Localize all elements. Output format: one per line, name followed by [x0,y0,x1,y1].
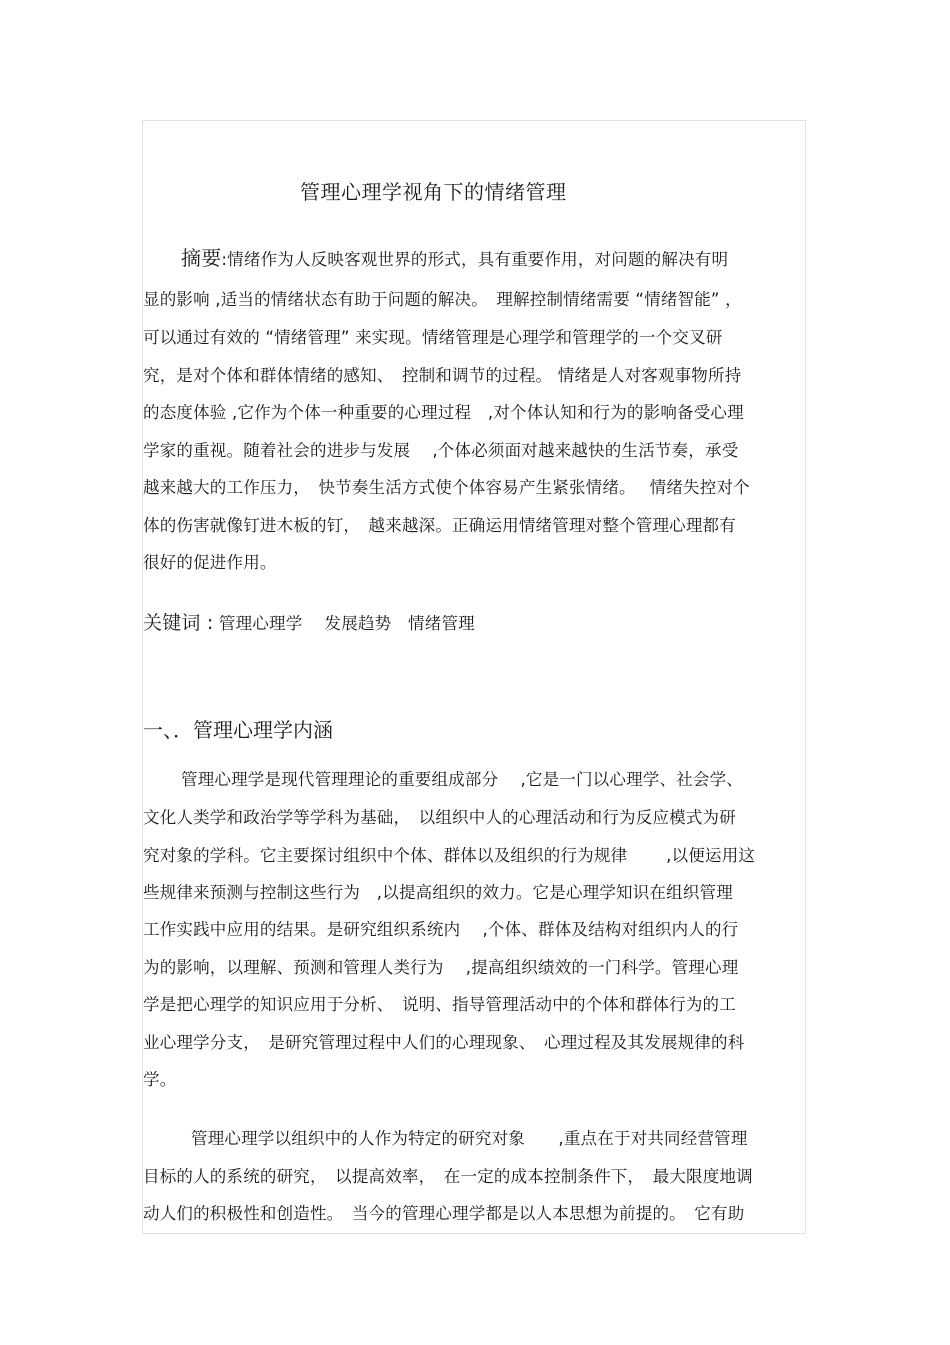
paragraph2-line-1: 管理心理学以组织中的人作为特定的研究对象 ,重点在于对共同经营管理 [191,1129,748,1148]
page-border [142,120,806,1234]
paragraph1-line-3: 究对象的学科。它主要探讨组织中个体、群体以及组织的行为规律 ,以便运用这 [143,846,756,865]
abstract-line-8: 体的伤害就像钉进木板的钉， 越来越深。正确运用情绪管理对整个管理心理都有 [143,516,736,535]
keywords-text: 管理心理学 发展趋势 情绪管理 [218,614,475,633]
paragraph1-line-7: 学是把心理学的知识应用于分析、 说明、指导管理活动中的个体和群体行为的工 [143,995,736,1014]
keywords-label: 关键词 : [143,612,214,634]
abstract-line-1 [181,248,728,270]
paragraph2-line-3: 动人们的积极性和创造性。 当今的管理心理学都是以人本思想为前提的。 它有助 [143,1204,745,1223]
abstract-line-6: 学家的重视。随着社会的进步与发展 ,个体必须面对越来越快的生活节奏，承受 [143,441,739,460]
abstract-line-9: 很好的促进作用。 [143,553,277,572]
paragraph1-line-8: 业心理学分支， 是研究管理过程中人们的心理现象、 心理过程及其发展规律的科 [143,1033,745,1052]
abstract-line-2: 显的影响 ,适当的情绪状态有助于问题的解决。 理解控制情绪需要 “情绪智能” ， [143,290,742,309]
keywords-line [143,613,475,634]
section-heading: 一、．管理心理学内涵 [143,718,333,742]
paragraph2-line-2: 目标的人的系统的研究， 以提高效率， 在一定的成本控制条件下， 最大限度地调 [143,1167,753,1186]
paragraph1-line-5: 工作实践中应用的结果。是研究组织系统内 ,个体、群体及结构对组织内人的行 [143,920,739,939]
paragraph1-line-4: 些规律来预测与控制这些行为 ,以提高组织的效力。它是心理学知识在组织管理 [143,883,733,902]
abstract-line-5: 的态度体验 ,它作为个体一种重要的心理过程 ,对个体认知和行为的影响备受心理 [143,403,744,422]
paragraph1-line-6: 为的影响，以理解、预测和管理人类行为 ,提高组织绩效的一门科学。管理心理 [143,958,739,977]
abstract-line-7: 越来越大的工作压力， 快节奏生活方式使个体容易产生紧张情绪。 情绪失控对个 [143,478,750,497]
abstract-label: 摘要 [181,246,222,270]
paragraph1-line-2: 文化人类学和政治学等学科为基础， 以组织中人的心理活动和行为反应模式为研 [143,808,736,827]
paragraph1-line-9: 学。 [143,1070,177,1089]
abstract-text: :情绪作为人反映客观世界的形式，具有重要作用，对问题的解决有明 [221,250,729,269]
document-title: 管理心理学视角下的情绪管理 [300,180,567,204]
paragraph1-line-1: 管理心理学是现代管理理论的重要组成部分 ,它是一门以心理学、社会学、 [181,770,743,789]
abstract-line-4: 究，是对个体和群体情绪的感知、 控制和调节的过程。 情绪是人对客观事物所持 [143,366,742,385]
abstract-line-3: 可以通过有效的 “情绪管理” 来实现。情绪管理是心理学和管理学的一个交叉研 [143,328,723,347]
